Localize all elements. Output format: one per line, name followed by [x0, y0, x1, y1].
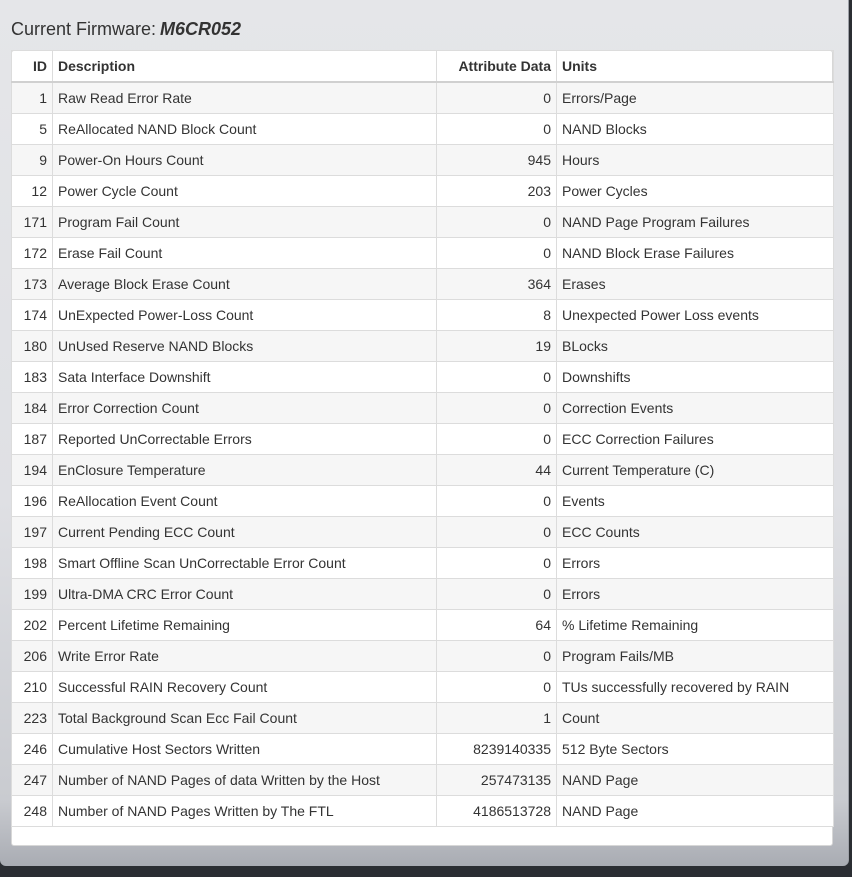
cell-description: Total Background Scan Ecc Fail Count — [53, 703, 437, 734]
cell-attribute-data: 0 — [437, 424, 557, 455]
cell-id: 206 — [12, 641, 53, 672]
table-row — [12, 176, 834, 207]
cell-units: Count — [557, 703, 834, 734]
cell-units: ECC Correction Failures — [557, 424, 834, 455]
cell-description: Error Correction Count — [53, 393, 437, 424]
cell-description: Average Block Erase Count — [53, 269, 437, 300]
cell-attribute-data: 0 — [437, 238, 557, 269]
table-row — [12, 269, 834, 300]
cell-units: NAND Page Program Failures — [557, 207, 834, 238]
cell-id: 12 — [12, 176, 53, 207]
cell-id: 9 — [12, 145, 53, 176]
cell-description: Current Pending ECC Count — [53, 517, 437, 548]
table-row — [12, 486, 834, 517]
cell-attribute-data: 0 — [437, 517, 557, 548]
table-row — [12, 641, 834, 672]
cell-attribute-data: 0 — [437, 114, 557, 145]
cell-description: Power-On Hours Count — [53, 145, 437, 176]
cell-units: Unexpected Power Loss events — [557, 300, 834, 331]
cell-units: Program Fails/MB — [557, 641, 834, 672]
cell-id: 174 — [12, 300, 53, 331]
cell-id: 246 — [12, 734, 53, 765]
table-row — [12, 238, 834, 269]
cell-description: Ultra-DMA CRC Error Count — [53, 579, 437, 610]
cell-description: EnClosure Temperature — [53, 455, 437, 486]
smart-table-container — [11, 50, 833, 846]
cell-units: Power Cycles — [557, 176, 834, 207]
cell-id: 247 — [12, 765, 53, 796]
cell-description: UnExpected Power-Loss Count — [53, 300, 437, 331]
cell-description: Program Fail Count — [53, 207, 437, 238]
cell-units: Errors — [557, 548, 834, 579]
cell-units: Downshifts — [557, 362, 834, 393]
table-row — [12, 393, 834, 424]
cell-attribute-data: 0 — [437, 672, 557, 703]
cell-id: 194 — [12, 455, 53, 486]
cell-units: NAND Page — [557, 796, 834, 827]
cell-description: ReAllocated NAND Block Count — [53, 114, 437, 145]
cell-description: UnUsed Reserve NAND Blocks — [53, 331, 437, 362]
table-row — [12, 145, 834, 176]
smart-attributes-table — [11, 50, 834, 827]
cell-units: Erases — [557, 269, 834, 300]
cell-attribute-data: 0 — [437, 641, 557, 672]
cell-units: NAND Block Erase Failures — [557, 238, 834, 269]
header-description: Description — [53, 51, 437, 83]
cell-id: 172 — [12, 238, 53, 269]
cell-description: Write Error Rate — [53, 641, 437, 672]
table-row — [12, 579, 834, 610]
firmware-line — [11, 18, 241, 40]
cell-description: Sata Interface Downshift — [53, 362, 437, 393]
table-row — [12, 765, 834, 796]
cell-attribute-data: 0 — [437, 362, 557, 393]
table-row — [12, 703, 834, 734]
firmware-label: Current Firmware: — [11, 19, 157, 39]
cell-id: 183 — [12, 362, 53, 393]
cell-id: 171 — [12, 207, 53, 238]
cell-id: 197 — [12, 517, 53, 548]
cell-id: 173 — [12, 269, 53, 300]
cell-units: Errors/Page — [557, 82, 834, 114]
header-id: ID — [12, 51, 53, 83]
cell-description: Raw Read Error Rate — [53, 82, 437, 114]
header-attribute-data: Attribute Data — [437, 51, 557, 83]
cell-units: 512 Byte Sectors — [557, 734, 834, 765]
cell-id: 210 — [12, 672, 53, 703]
cell-id: 223 — [12, 703, 53, 734]
cell-attribute-data: 0 — [437, 393, 557, 424]
table-row — [12, 362, 834, 393]
cell-attribute-data: 44 — [437, 455, 557, 486]
header-units: Units — [557, 51, 834, 83]
cell-id: 5 — [12, 114, 53, 145]
cell-id: 196 — [12, 486, 53, 517]
cell-description: Smart Offline Scan UnCorrectable Error Count — [53, 548, 437, 579]
cell-attribute-data: 8239140335 — [437, 734, 557, 765]
cell-description: Number of NAND Pages Written by The FTL — [53, 796, 437, 827]
cell-id: 248 — [12, 796, 53, 827]
cell-units: % Lifetime Remaining — [557, 610, 834, 641]
cell-description: Power Cycle Count — [53, 176, 437, 207]
cell-description: Successful RAIN Recovery Count — [53, 672, 437, 703]
cell-attribute-data: 0 — [437, 207, 557, 238]
table-row — [12, 548, 834, 579]
cell-description: Percent Lifetime Remaining — [53, 610, 437, 641]
table-row — [12, 82, 834, 114]
cell-units: ECC Counts — [557, 517, 834, 548]
cell-attribute-data: 1 — [437, 703, 557, 734]
cell-units: BLocks — [557, 331, 834, 362]
table-row — [12, 517, 834, 548]
table-row — [12, 114, 834, 145]
cell-attribute-data: 257473135 — [437, 765, 557, 796]
cell-units: Current Temperature (C) — [557, 455, 834, 486]
table-row — [12, 331, 834, 362]
cell-units: TUs successfully recovered by RAIN — [557, 672, 834, 703]
cell-units: NAND Blocks — [557, 114, 834, 145]
cell-description: ReAllocation Event Count — [53, 486, 437, 517]
cell-attribute-data: 0 — [437, 579, 557, 610]
table-header-row — [12, 51, 834, 83]
cell-units: Events — [557, 486, 834, 517]
cell-attribute-data: 945 — [437, 145, 557, 176]
cell-id: 198 — [12, 548, 53, 579]
table-row — [12, 734, 834, 765]
table-row — [12, 300, 834, 331]
table-body — [12, 82, 834, 827]
cell-id: 184 — [12, 393, 53, 424]
cell-units: Hours — [557, 145, 834, 176]
cell-id: 187 — [12, 424, 53, 455]
table-row — [12, 455, 834, 486]
cell-id: 180 — [12, 331, 53, 362]
cell-attribute-data: 19 — [437, 331, 557, 362]
cell-units: Correction Events — [557, 393, 834, 424]
table-row — [12, 610, 834, 641]
cell-attribute-data: 364 — [437, 269, 557, 300]
cell-description: Number of NAND Pages of data Written by the Host — [53, 765, 437, 796]
cell-description: Cumulative Host Sectors Written — [53, 734, 437, 765]
cell-attribute-data: 8 — [437, 300, 557, 331]
firmware-value: M6CR052 — [160, 19, 242, 39]
table-row — [12, 207, 834, 238]
cell-attribute-data: 0 — [437, 548, 557, 579]
table-row — [12, 424, 834, 455]
table-row — [12, 796, 834, 827]
cell-attribute-data: 64 — [437, 610, 557, 641]
cell-attribute-data: 4186513728 — [437, 796, 557, 827]
cell-id: 202 — [12, 610, 53, 641]
cell-attribute-data: 203 — [437, 176, 557, 207]
cell-id: 1 — [12, 82, 53, 114]
cell-description: Reported UnCorrectable Errors — [53, 424, 437, 455]
cell-units: Errors — [557, 579, 834, 610]
cell-units: NAND Page — [557, 765, 834, 796]
table-row — [12, 672, 834, 703]
cell-attribute-data: 0 — [437, 82, 557, 114]
cell-description: Erase Fail Count — [53, 238, 437, 269]
cell-id: 199 — [12, 579, 53, 610]
cell-attribute-data: 0 — [437, 486, 557, 517]
